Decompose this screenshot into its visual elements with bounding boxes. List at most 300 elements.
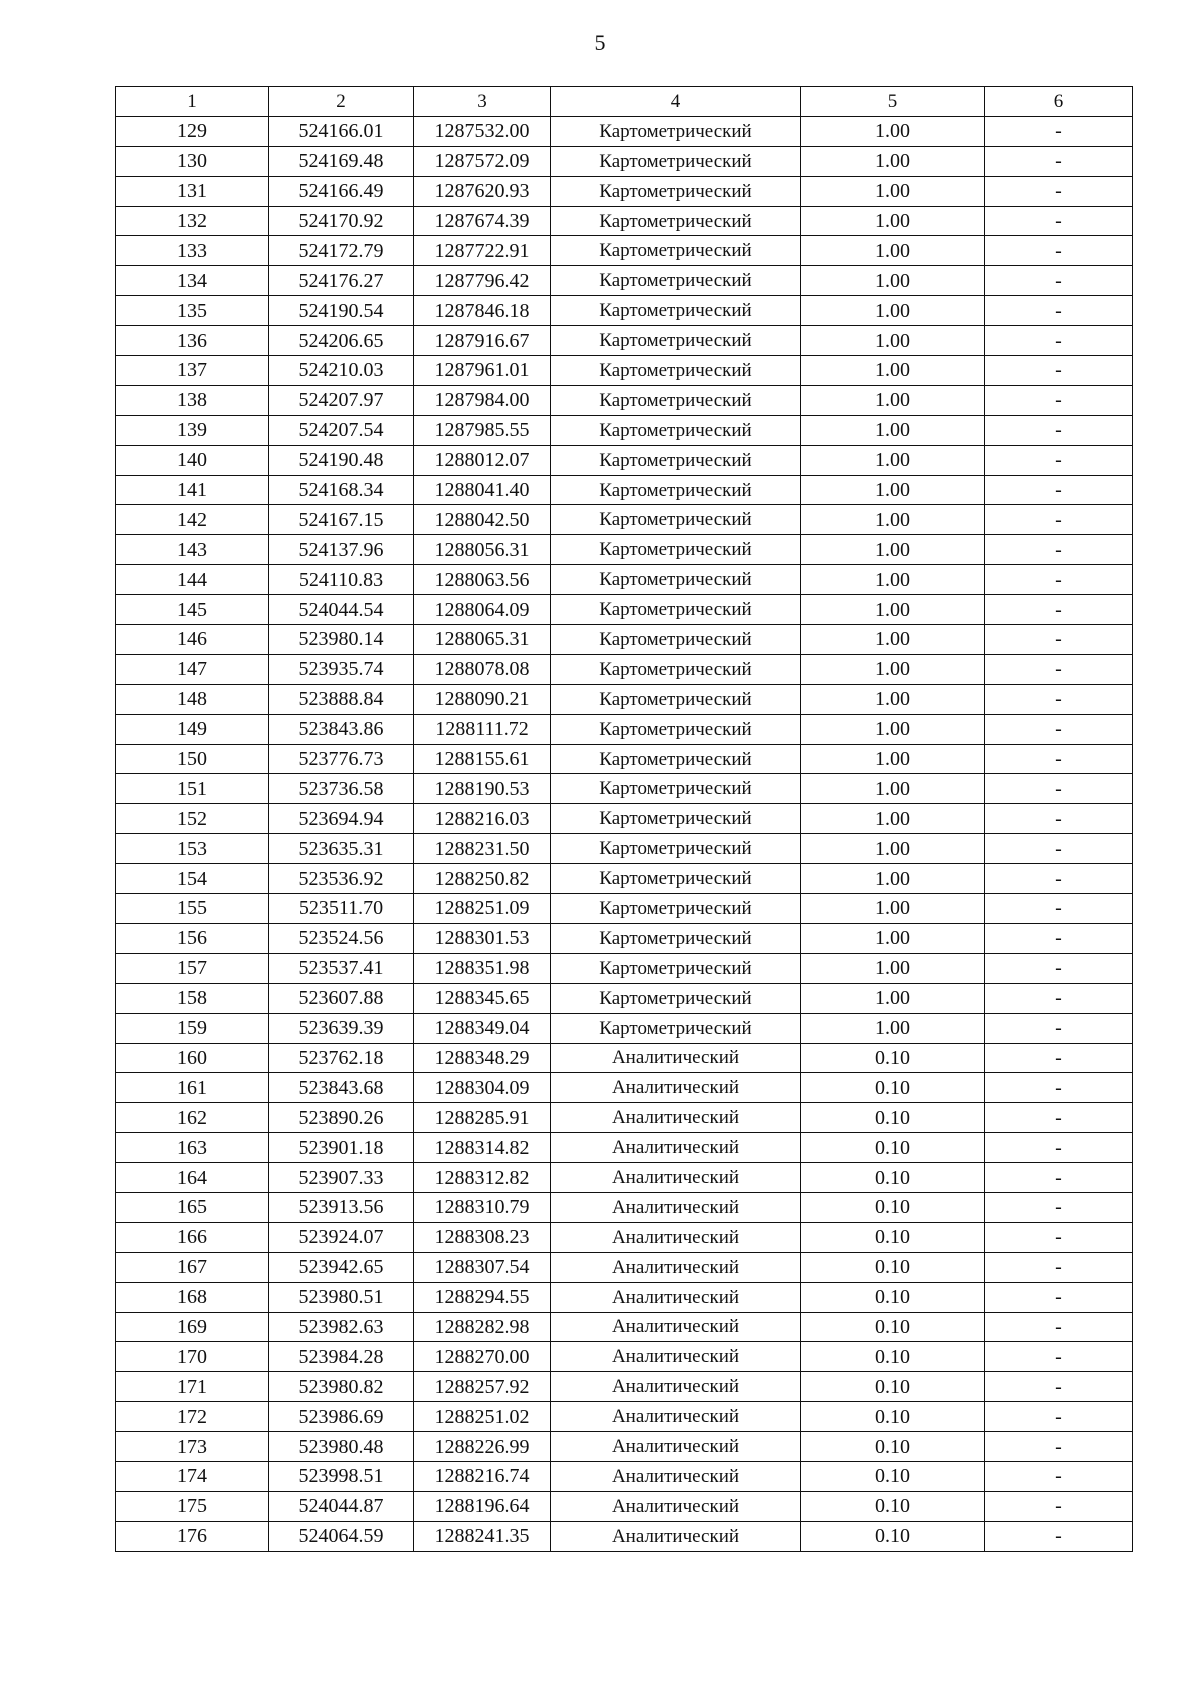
- cell-precision: 1.00: [801, 415, 985, 445]
- cell-precision: 0.10: [801, 1163, 985, 1193]
- cell-point-number: 175: [116, 1491, 269, 1521]
- cell-x-coordinate: 523607.88: [269, 983, 414, 1013]
- cell-method: Картометрический: [551, 206, 801, 236]
- cell-y-coordinate: 1287984.00: [414, 385, 551, 415]
- cell-precision: 1.00: [801, 146, 985, 176]
- cell-precision: 1.00: [801, 894, 985, 924]
- table-row: [116, 445, 1133, 475]
- cell-note: -: [985, 565, 1133, 595]
- cell-x-coordinate: 524170.92: [269, 206, 414, 236]
- cell-note: -: [985, 804, 1133, 834]
- cell-x-coordinate: 524166.49: [269, 176, 414, 206]
- cell-x-coordinate: 523984.28: [269, 1342, 414, 1372]
- cell-precision: 0.10: [801, 1402, 985, 1432]
- cell-y-coordinate: 1288257.92: [414, 1372, 551, 1402]
- cell-precision: 0.10: [801, 1282, 985, 1312]
- cell-y-coordinate: 1288310.79: [414, 1192, 551, 1222]
- cell-precision: 1.00: [801, 475, 985, 505]
- table-row: [116, 1491, 1133, 1521]
- table-row: [116, 1043, 1133, 1073]
- cell-method: Картометрический: [551, 116, 801, 146]
- cell-point-number: 170: [116, 1342, 269, 1372]
- cell-method: Аналитический: [551, 1222, 801, 1252]
- cell-y-coordinate: 1288216.74: [414, 1461, 551, 1491]
- cell-point-number: 158: [116, 983, 269, 1013]
- cell-precision: 1.00: [801, 296, 985, 326]
- cell-y-coordinate: 1288270.00: [414, 1342, 551, 1372]
- cell-point-number: 149: [116, 714, 269, 744]
- cell-y-coordinate: 1288226.99: [414, 1432, 551, 1462]
- cell-precision: 1.00: [801, 356, 985, 386]
- cell-point-number: 163: [116, 1133, 269, 1163]
- cell-precision: 1.00: [801, 864, 985, 894]
- cell-point-number: 133: [116, 236, 269, 266]
- cell-y-coordinate: 1287674.39: [414, 206, 551, 236]
- cell-y-coordinate: 1288065.31: [414, 625, 551, 655]
- cell-x-coordinate: 523694.94: [269, 804, 414, 834]
- table-row: [116, 1372, 1133, 1402]
- cell-precision: 1.00: [801, 266, 985, 296]
- table-row: [116, 923, 1133, 953]
- cell-x-coordinate: 523843.86: [269, 714, 414, 744]
- cell-precision: 0.10: [801, 1521, 985, 1551]
- cell-note: -: [985, 1491, 1133, 1521]
- cell-method: Картометрический: [551, 445, 801, 475]
- column-header-2: 2: [269, 87, 414, 117]
- table-row: [116, 595, 1133, 625]
- cell-y-coordinate: 1288041.40: [414, 475, 551, 505]
- cell-precision: 1.00: [801, 714, 985, 744]
- cell-note: -: [985, 176, 1133, 206]
- cell-note: -: [985, 744, 1133, 774]
- cell-note: -: [985, 834, 1133, 864]
- cell-y-coordinate: 1288351.98: [414, 953, 551, 983]
- cell-x-coordinate: 524044.87: [269, 1491, 414, 1521]
- cell-method: Аналитический: [551, 1461, 801, 1491]
- cell-note: -: [985, 1402, 1133, 1432]
- cell-precision: 1.00: [801, 684, 985, 714]
- table-row: [116, 1252, 1133, 1282]
- cell-x-coordinate: 523986.69: [269, 1402, 414, 1432]
- cell-x-coordinate: 524168.34: [269, 475, 414, 505]
- cell-method: Аналитический: [551, 1491, 801, 1521]
- cell-point-number: 136: [116, 326, 269, 356]
- cell-note: -: [985, 774, 1133, 804]
- table-row: [116, 535, 1133, 565]
- cell-note: -: [985, 236, 1133, 266]
- cell-precision: 1.00: [801, 206, 985, 236]
- cell-method: Аналитический: [551, 1073, 801, 1103]
- column-header-6: 6: [985, 87, 1133, 117]
- page-number: 5: [594, 30, 606, 55]
- cell-point-number: 154: [116, 864, 269, 894]
- cell-precision: 0.10: [801, 1461, 985, 1491]
- table-row: [116, 326, 1133, 356]
- cell-precision: 1.00: [801, 744, 985, 774]
- cell-method: Картометрический: [551, 505, 801, 535]
- cell-point-number: 144: [116, 565, 269, 595]
- cell-x-coordinate: 523913.56: [269, 1192, 414, 1222]
- cell-note: -: [985, 385, 1133, 415]
- cell-x-coordinate: 524190.48: [269, 445, 414, 475]
- cell-note: -: [985, 1013, 1133, 1043]
- table-row: [116, 1163, 1133, 1193]
- cell-x-coordinate: 523980.51: [269, 1282, 414, 1312]
- cell-y-coordinate: 1288042.50: [414, 505, 551, 535]
- cell-y-coordinate: 1288294.55: [414, 1282, 551, 1312]
- cell-method: Картометрический: [551, 983, 801, 1013]
- cell-x-coordinate: 524207.54: [269, 415, 414, 445]
- cell-point-number: 145: [116, 595, 269, 625]
- cell-precision: 1.00: [801, 326, 985, 356]
- cell-point-number: 172: [116, 1402, 269, 1432]
- cell-note: -: [985, 1342, 1133, 1372]
- cell-precision: 1.00: [801, 445, 985, 475]
- cell-precision: 0.10: [801, 1432, 985, 1462]
- cell-y-coordinate: 1288078.08: [414, 654, 551, 684]
- coordinates-table: [115, 86, 1133, 1552]
- cell-method: Аналитический: [551, 1372, 801, 1402]
- table-row: [116, 953, 1133, 983]
- cell-y-coordinate: 1288231.50: [414, 834, 551, 864]
- cell-precision: 0.10: [801, 1491, 985, 1521]
- cell-method: Картометрический: [551, 475, 801, 505]
- cell-precision: 0.10: [801, 1103, 985, 1133]
- cell-point-number: 160: [116, 1043, 269, 1073]
- cell-method: Аналитический: [551, 1402, 801, 1432]
- cell-x-coordinate: 523536.92: [269, 864, 414, 894]
- cell-method: Картометрический: [551, 894, 801, 924]
- cell-precision: 0.10: [801, 1192, 985, 1222]
- cell-precision: 0.10: [801, 1133, 985, 1163]
- cell-y-coordinate: 1287961.01: [414, 356, 551, 386]
- table-row: [116, 266, 1133, 296]
- cell-x-coordinate: 523635.31: [269, 834, 414, 864]
- cell-x-coordinate: 523888.84: [269, 684, 414, 714]
- table-row: [116, 714, 1133, 744]
- cell-point-number: 148: [116, 684, 269, 714]
- cell-point-number: 162: [116, 1103, 269, 1133]
- cell-x-coordinate: 524167.15: [269, 505, 414, 535]
- cell-note: -: [985, 296, 1133, 326]
- cell-method: Картометрический: [551, 385, 801, 415]
- cell-y-coordinate: 1288308.23: [414, 1222, 551, 1252]
- column-header-5: 5: [801, 87, 985, 117]
- cell-note: -: [985, 684, 1133, 714]
- cell-note: -: [985, 714, 1133, 744]
- cell-method: Картометрический: [551, 565, 801, 595]
- table-row: [116, 1103, 1133, 1133]
- cell-precision: 0.10: [801, 1222, 985, 1252]
- cell-precision: 1.00: [801, 983, 985, 1013]
- cell-note: -: [985, 1282, 1133, 1312]
- cell-note: -: [985, 415, 1133, 445]
- table-row: [116, 116, 1133, 146]
- cell-precision: 1.00: [801, 804, 985, 834]
- cell-note: -: [985, 356, 1133, 386]
- cell-y-coordinate: 1288345.65: [414, 983, 551, 1013]
- table-row: [116, 1192, 1133, 1222]
- cell-y-coordinate: 1287846.18: [414, 296, 551, 326]
- cell-note: -: [985, 1073, 1133, 1103]
- cell-precision: 1.00: [801, 654, 985, 684]
- cell-method: Картометрический: [551, 714, 801, 744]
- cell-note: -: [985, 1252, 1133, 1282]
- cell-x-coordinate: 523736.58: [269, 774, 414, 804]
- column-header-1: 1: [116, 87, 269, 117]
- cell-y-coordinate: 1288301.53: [414, 923, 551, 953]
- table-row: [116, 1461, 1133, 1491]
- column-header-4: 4: [551, 87, 801, 117]
- cell-point-number: 135: [116, 296, 269, 326]
- cell-precision: 1.00: [801, 535, 985, 565]
- cell-method: Картометрический: [551, 923, 801, 953]
- cell-precision: 1.00: [801, 923, 985, 953]
- cell-x-coordinate: 523980.82: [269, 1372, 414, 1402]
- cell-point-number: 176: [116, 1521, 269, 1551]
- cell-method: Картометрический: [551, 356, 801, 386]
- cell-point-number: 171: [116, 1372, 269, 1402]
- table-row: [116, 1222, 1133, 1252]
- cell-method: Картометрический: [551, 804, 801, 834]
- cell-y-coordinate: 1287532.00: [414, 116, 551, 146]
- cell-precision: 1.00: [801, 1013, 985, 1043]
- cell-x-coordinate: 524190.54: [269, 296, 414, 326]
- cell-y-coordinate: 1287985.55: [414, 415, 551, 445]
- cell-y-coordinate: 1288190.53: [414, 774, 551, 804]
- cell-method: Аналитический: [551, 1312, 801, 1342]
- cell-precision: 1.00: [801, 834, 985, 864]
- cell-note: -: [985, 1521, 1133, 1551]
- cell-note: -: [985, 894, 1133, 924]
- cell-x-coordinate: 524210.03: [269, 356, 414, 386]
- cell-y-coordinate: 1288307.54: [414, 1252, 551, 1282]
- cell-point-number: 137: [116, 356, 269, 386]
- cell-method: Аналитический: [551, 1192, 801, 1222]
- cell-x-coordinate: 523776.73: [269, 744, 414, 774]
- table-row: [116, 505, 1133, 535]
- cell-point-number: 132: [116, 206, 269, 236]
- cell-precision: 0.10: [801, 1342, 985, 1372]
- cell-precision: 1.00: [801, 774, 985, 804]
- cell-precision: 1.00: [801, 385, 985, 415]
- cell-x-coordinate: 524110.83: [269, 565, 414, 595]
- cell-point-number: 173: [116, 1432, 269, 1462]
- cell-x-coordinate: 524137.96: [269, 535, 414, 565]
- cell-y-coordinate: 1288251.09: [414, 894, 551, 924]
- table-row: [116, 804, 1133, 834]
- cell-y-coordinate: 1288056.31: [414, 535, 551, 565]
- cell-x-coordinate: 523524.56: [269, 923, 414, 953]
- table-row: [116, 1312, 1133, 1342]
- cell-y-coordinate: 1287796.42: [414, 266, 551, 296]
- cell-method: Картометрический: [551, 296, 801, 326]
- table-row: [116, 1342, 1133, 1372]
- cell-point-number: 138: [116, 385, 269, 415]
- table-row: [116, 1402, 1133, 1432]
- cell-precision: 0.10: [801, 1312, 985, 1342]
- cell-y-coordinate: 1288241.35: [414, 1521, 551, 1551]
- cell-method: Аналитический: [551, 1282, 801, 1312]
- cell-note: -: [985, 326, 1133, 356]
- cell-x-coordinate: 523907.33: [269, 1163, 414, 1193]
- cell-point-number: 151: [116, 774, 269, 804]
- table-row: [116, 1013, 1133, 1043]
- table-row: [116, 684, 1133, 714]
- cell-y-coordinate: 1288216.03: [414, 804, 551, 834]
- table-row: [116, 774, 1133, 804]
- cell-point-number: 142: [116, 505, 269, 535]
- cell-x-coordinate: 523982.63: [269, 1312, 414, 1342]
- cell-method: Картометрический: [551, 535, 801, 565]
- cell-precision: 1.00: [801, 116, 985, 146]
- cell-point-number: 164: [116, 1163, 269, 1193]
- cell-method: Картометрический: [551, 266, 801, 296]
- cell-y-coordinate: 1288251.02: [414, 1402, 551, 1432]
- cell-precision: 0.10: [801, 1073, 985, 1103]
- table-row: [116, 356, 1133, 386]
- cell-x-coordinate: 523935.74: [269, 654, 414, 684]
- cell-x-coordinate: 524206.65: [269, 326, 414, 356]
- cell-method: Картометрический: [551, 625, 801, 655]
- table-row: [116, 1282, 1133, 1312]
- table-row: [116, 475, 1133, 505]
- cell-precision: 1.00: [801, 953, 985, 983]
- cell-y-coordinate: 1288348.29: [414, 1043, 551, 1073]
- cell-y-coordinate: 1288314.82: [414, 1133, 551, 1163]
- cell-y-coordinate: 1288196.64: [414, 1491, 551, 1521]
- cell-precision: 1.00: [801, 505, 985, 535]
- cell-method: Картометрический: [551, 326, 801, 356]
- cell-method: Картометрический: [551, 953, 801, 983]
- cell-note: -: [985, 266, 1133, 296]
- cell-y-coordinate: 1287916.67: [414, 326, 551, 356]
- cell-point-number: 152: [116, 804, 269, 834]
- cell-y-coordinate: 1288155.61: [414, 744, 551, 774]
- cell-method: Картометрический: [551, 744, 801, 774]
- cell-precision: 1.00: [801, 565, 985, 595]
- table-row: [116, 236, 1133, 266]
- cell-x-coordinate: 523890.26: [269, 1103, 414, 1133]
- cell-method: Аналитический: [551, 1521, 801, 1551]
- cell-point-number: 167: [116, 1252, 269, 1282]
- cell-note: -: [985, 505, 1133, 535]
- cell-note: -: [985, 983, 1133, 1013]
- cell-point-number: 156: [116, 923, 269, 953]
- cell-y-coordinate: 1287572.09: [414, 146, 551, 176]
- cell-note: -: [985, 1432, 1133, 1462]
- table-row: [116, 744, 1133, 774]
- table-row: [116, 654, 1133, 684]
- cell-point-number: 129: [116, 116, 269, 146]
- cell-precision: 0.10: [801, 1252, 985, 1282]
- table-row: [116, 146, 1133, 176]
- cell-x-coordinate: 523901.18: [269, 1133, 414, 1163]
- cell-y-coordinate: 1288250.82: [414, 864, 551, 894]
- cell-note: -: [985, 923, 1133, 953]
- table-row: [116, 1521, 1133, 1551]
- cell-point-number: 153: [116, 834, 269, 864]
- cell-note: -: [985, 146, 1133, 176]
- cell-x-coordinate: 523942.65: [269, 1252, 414, 1282]
- cell-point-number: 141: [116, 475, 269, 505]
- table-row: [116, 206, 1133, 236]
- cell-point-number: 140: [116, 445, 269, 475]
- cell-y-coordinate: 1288064.09: [414, 595, 551, 625]
- cell-note: -: [985, 1461, 1133, 1491]
- cell-method: Картометрический: [551, 834, 801, 864]
- table-row: [116, 894, 1133, 924]
- cell-method: Картометрический: [551, 774, 801, 804]
- cell-x-coordinate: 523511.70: [269, 894, 414, 924]
- table-row: [116, 176, 1133, 206]
- cell-y-coordinate: 1287620.93: [414, 176, 551, 206]
- cell-point-number: 130: [116, 146, 269, 176]
- cell-y-coordinate: 1288349.04: [414, 1013, 551, 1043]
- cell-method: Аналитический: [551, 1432, 801, 1462]
- cell-note: -: [985, 1222, 1133, 1252]
- cell-method: Аналитический: [551, 1252, 801, 1282]
- cell-y-coordinate: 1288063.56: [414, 565, 551, 595]
- cell-point-number: 139: [116, 415, 269, 445]
- cell-point-number: 134: [116, 266, 269, 296]
- cell-x-coordinate: 524166.01: [269, 116, 414, 146]
- cell-method: Картометрический: [551, 236, 801, 266]
- cell-x-coordinate: 523980.48: [269, 1432, 414, 1462]
- table-row: [116, 625, 1133, 655]
- cell-method: Картометрический: [551, 595, 801, 625]
- cell-precision: 1.00: [801, 176, 985, 206]
- table-row: [116, 385, 1133, 415]
- cell-x-coordinate: 524172.79: [269, 236, 414, 266]
- cell-note: -: [985, 535, 1133, 565]
- cell-precision: 1.00: [801, 236, 985, 266]
- cell-x-coordinate: 523537.41: [269, 953, 414, 983]
- table-row: [116, 1432, 1133, 1462]
- table-row: [116, 415, 1133, 445]
- cell-note: -: [985, 1312, 1133, 1342]
- cell-point-number: 143: [116, 535, 269, 565]
- cell-point-number: 150: [116, 744, 269, 774]
- cell-note: -: [985, 1192, 1133, 1222]
- cell-note: -: [985, 595, 1133, 625]
- cell-y-coordinate: 1288282.98: [414, 1312, 551, 1342]
- cell-point-number: 131: [116, 176, 269, 206]
- cell-point-number: 165: [116, 1192, 269, 1222]
- cell-note: -: [985, 1133, 1133, 1163]
- table-row: [116, 565, 1133, 595]
- cell-y-coordinate: 1288012.07: [414, 445, 551, 475]
- cell-method: Картометрический: [551, 684, 801, 714]
- cell-y-coordinate: 1287722.91: [414, 236, 551, 266]
- table-row: [116, 983, 1133, 1013]
- cell-note: -: [985, 864, 1133, 894]
- cell-method: Картометрический: [551, 864, 801, 894]
- table-header-row: [116, 87, 1133, 117]
- cell-y-coordinate: 1288111.72: [414, 714, 551, 744]
- table-row: [116, 864, 1133, 894]
- cell-x-coordinate: 524064.59: [269, 1521, 414, 1551]
- cell-note: -: [985, 475, 1133, 505]
- cell-note: -: [985, 445, 1133, 475]
- cell-note: -: [985, 625, 1133, 655]
- table-row: [116, 834, 1133, 864]
- cell-note: -: [985, 654, 1133, 684]
- cell-point-number: 169: [116, 1312, 269, 1342]
- cell-method: Картометрический: [551, 176, 801, 206]
- cell-method: Аналитический: [551, 1342, 801, 1372]
- cell-precision: 0.10: [801, 1372, 985, 1402]
